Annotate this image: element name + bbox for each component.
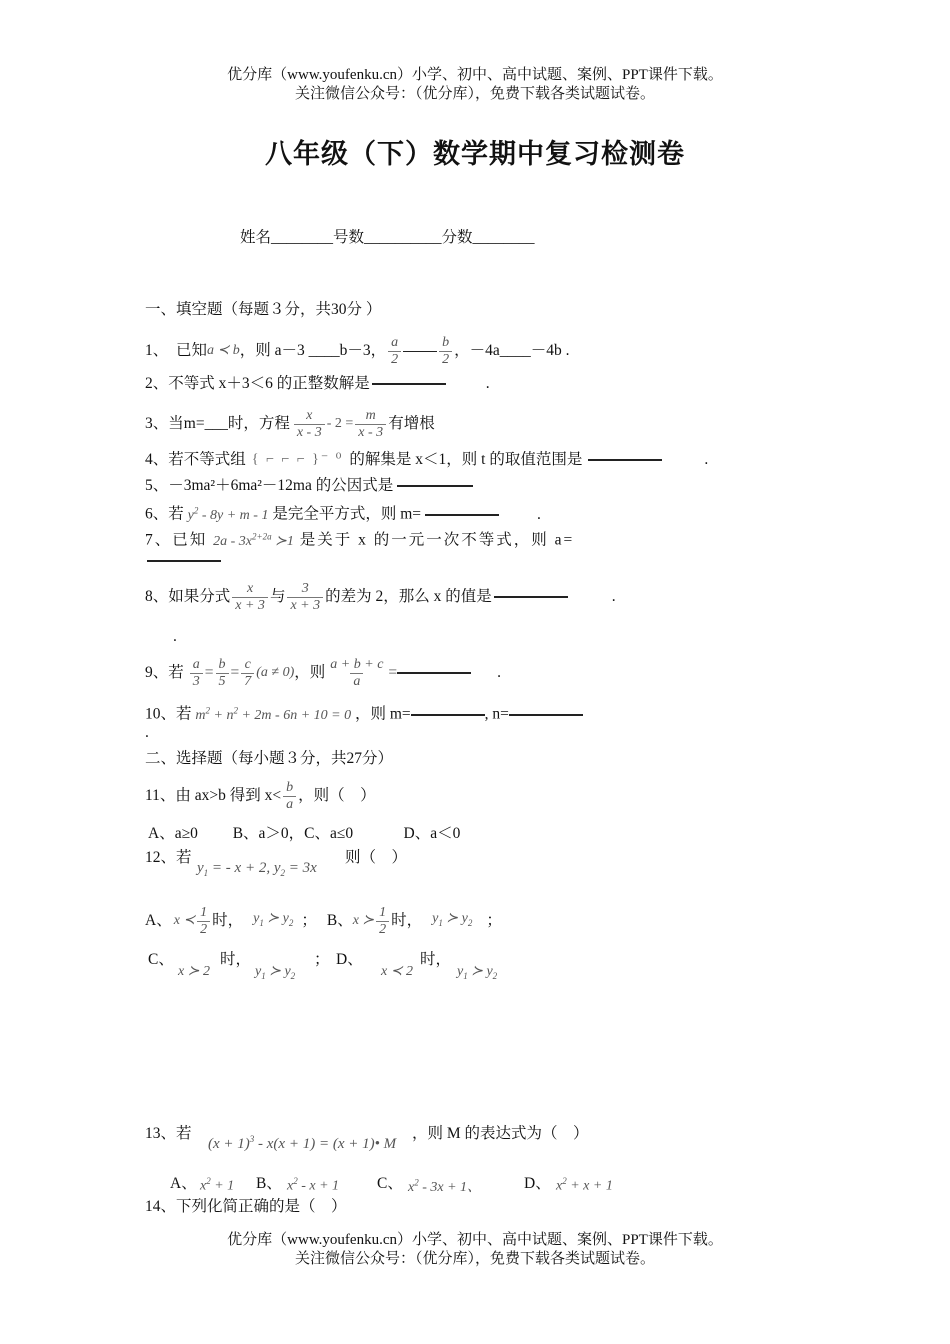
question-1: 1、 已知 a ≺ b ，则 a－3 ____b－3， $\frac{a}{2}$ $\frac{b}{2}$ ，－4a____－4b . xyxy=(145,334,570,367)
header-line-2: 关注微信公众号：（优分库），免费下载各类试题试卷。 xyxy=(294,86,655,102)
name-field: 姓名________ xyxy=(240,229,334,246)
question-9: 9、若 $\frac{a}{3}$ = $\frac{b}{5}$ = $\frac{c}{7}$ (a ≠ 0) ，则 $\frac{a + b + c}{a}$ = . xyxy=(145,656,502,689)
fraction-x-over-x+3: $\frac{x}{x + 3}$ xyxy=(232,581,268,614)
header-line-1: 优分库（www.youfenku.cn）小学、初中、高中试题、案例、PPT课件下载。 xyxy=(227,67,723,83)
question-14: 14、下列化简正确的是（ ） xyxy=(145,1198,347,1215)
number-field: 号数__________ xyxy=(333,229,442,246)
answer-blank xyxy=(147,560,221,562)
question-6: 6、若 $y^2 - 8y + m - 1$ 是完全平方式，则 m= . xyxy=(145,505,541,523)
question-10: 10、若 $m^2 + n^2 + 2m - 6n + 10 = 0$ ，则 m= , n= xyxy=(145,700,583,726)
fraction-x-over-x-3: $\frac{x}{x - 3}$ xyxy=(294,408,325,441)
question-12-options-ab: A、 x ≺ $\frac{1}{2}$ 时， $y_1$ ≻ $y_2$ ； B、 x ≻ $\frac{1}{2}$ 时， $y_1$ ≻ $y_2$ ； xyxy=(145,904,502,937)
question-4: 4、若不等式组 { ⌐ ⌐ ⌐ }⁻ ⁰ 的解集是 x＜1，则 t 的取值范围是 . xyxy=(145,451,709,468)
inequality-system: { ⌐ ⌐ ⌐ }⁻ ⁰ xyxy=(251,452,344,467)
fraction-b-over-2: $\frac{b}{2}$ xyxy=(439,335,452,368)
fraction-3-over-x+3: $\frac{3}{x + 3}$ xyxy=(287,581,323,614)
question-13-options: A、 xyxy=(170,1175,197,1192)
q13-equation: $(x + 1)^3 - x(x + 1) = (x$ + 1)• M xyxy=(208,1134,397,1152)
question-5: 5、－3ma²＋6ma²－12ma 的公因式是 xyxy=(145,476,473,496)
section-1-heading: 一、填空题（每题３分，共30分 ） xyxy=(145,301,382,318)
student-info xyxy=(240,228,535,248)
question-13: 13、若 xyxy=(145,1125,192,1142)
question-2: 2、不等式 x＋3＜6 的正整数解是 . xyxy=(145,375,490,392)
q12-functions: $y_1$ = - x + 2, $y_2 = 3x$ xyxy=(197,860,317,878)
fraction-a-over-2: $\frac{a}{2}$ xyxy=(388,335,401,368)
page-title: 八年级（下）数学期中复习检测卷 xyxy=(265,139,685,169)
question-12-option-d: D、 xyxy=(336,951,363,968)
question-7: 7、已知 $2a - 3x^{2+2a}$ ≻1 是关于 x 的一元一次不等式，则 a= xyxy=(145,531,575,549)
question-12: 12、若 xyxy=(145,849,192,866)
question-12-option-c: C、 xyxy=(148,951,174,968)
footer-line-1: 优分库（www.youfenku.cn）小学、初中、高中试题、案例、PPT课件下载。 xyxy=(227,1232,723,1248)
question-3: 3、当 m=___ 时，方程 $\frac{x}{x - 3}$ - 2 = $\frac{m}{x - 3}$ 有增根 xyxy=(145,407,435,440)
footer-line-2: 关注微信公众号：（优分库），免费下载各类试题试卷。 xyxy=(294,1251,655,1267)
fraction-m-over-x-3: $\frac{m}{x - 3}$ xyxy=(355,408,386,441)
question-11-options: A、a≥0 B、a＞0，C、a≤0 D、a＜0 xyxy=(148,825,461,842)
fraction-abc-over-a: $\frac{a + b + c}{a}$ xyxy=(330,656,384,689)
answer-blank xyxy=(372,383,446,385)
question-11: 11、由 ax>b 得到 x< $\frac{b}{a}$ ，则（ ） xyxy=(145,779,376,812)
question-8: 8、如果分式 $\frac{x}{x + 3}$ 与 $\frac{3}{x + 3}$ 的差为 2，那么 x 的值是 . xyxy=(145,580,616,613)
score-field: 分数________ xyxy=(441,229,535,246)
section-2-heading: 二、选择题（每小题３分，共27分） xyxy=(145,750,394,767)
